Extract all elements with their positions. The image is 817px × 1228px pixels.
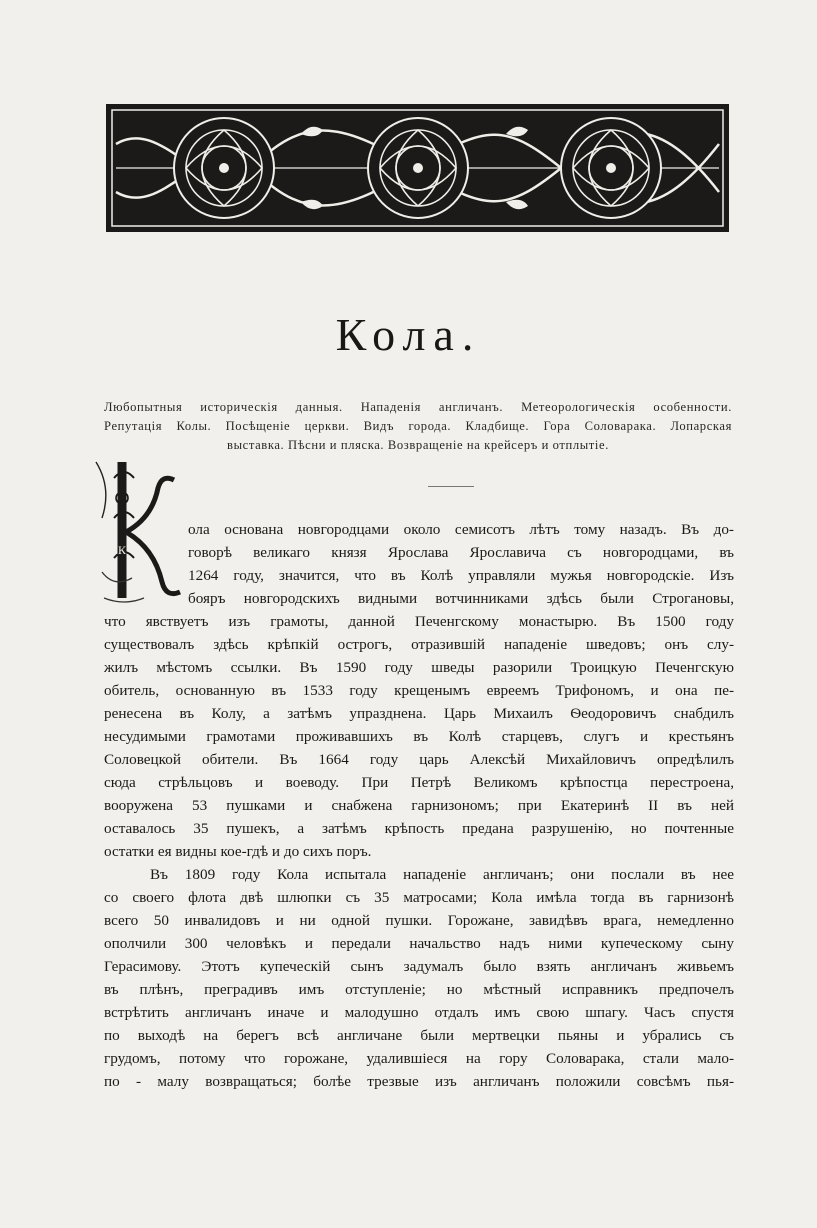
text-line: что явствуетъ изъ грамоты, данной Печенгскому монастырю. Въ 1500 году <box>104 613 734 630</box>
text-line: встрѣтить англичанъ иначе и малодушно отдалъ имъ свою шпагу. Часъ спустя <box>104 1004 734 1021</box>
dropcap-letter: К <box>118 543 127 557</box>
text-line: говорѣ великаго князя Ярослава Ярославича съ новгородцами, въ <box>188 544 734 561</box>
text-line: оставалось 35 пушекъ, а затѣмъ крѣпость предана разрушенію, но почтенные <box>104 820 734 837</box>
text-line: вооружена 53 пушками и снабжена гарнизономъ; при Екатеринѣ II въ ней <box>104 797 734 814</box>
chapter-summary <box>104 398 732 455</box>
text-line: 1264 году, значится, что въ Колѣ управляли мужья новгородскіе. Изъ <box>188 567 734 584</box>
text-line: по выходѣ на берегъ всѣ англичане были мертвецки пьяны и убрались съ <box>104 1027 734 1044</box>
paragraph-1 <box>104 518 734 863</box>
text-line: въ плѣнъ, преградивъ имъ отступленіе; но мѣстный исправникъ предпочелъ <box>104 981 734 998</box>
text-line: Соловецкой обители. Въ 1664 году царь Алексѣй Михайловичъ опредѣлилъ <box>104 751 734 768</box>
text-line: ополчили 300 человѣкъ и передали начальство надъ ними купеческому сыну <box>104 935 734 952</box>
paragraph-2 <box>104 863 734 1093</box>
text-line: бояръ новгородскихъ видными вотчинниками здѣсь были Строгановы, <box>188 590 734 607</box>
text-line: несудимыми грамотами проживавшихъ въ Колѣ старцевъ, слугъ и крестьянъ <box>104 728 734 745</box>
text-line: всего 50 инвалидовъ и ни одной пушки. Горожане, завидѣвъ врага, немедленно <box>104 912 734 929</box>
summary-line: Репутація Колы. Посѣщеніе церкви. Видъ города. Кладбище. Гора Соловарака. Лопарская <box>104 419 732 433</box>
text-line: остатки ея видны кое-гдѣ и до сихъ поръ. <box>104 843 372 860</box>
text-line: Въ 1809 году Кола испытала нападеніе англичанъ; они послали въ нее <box>150 866 734 883</box>
chapter-title: Кола. <box>335 309 482 360</box>
text-line: Герасимову. Этотъ купеческій сынъ задумалъ было взять англичанъ живьемъ <box>104 958 734 975</box>
text-line: грудомъ, потому что горожане, удалившіеся на гору Соловарака, стали мало- <box>104 1050 734 1067</box>
summary-line: Любопытныя историческія данныя. Нападенія англичанъ. Метеорологическія особенности. <box>104 400 732 414</box>
text-line: жилъ мѣстомъ ссылки. Въ 1590 году шведы разорили Троицкую Печенгскую <box>104 659 734 676</box>
text-line: ола основана новгородцами около семисотъ лѣтъ тому назадъ. Въ до- <box>188 521 734 538</box>
text-line: обитель, основанную въ 1533 году крещенымъ евреемъ Трифономъ, и она пе- <box>104 682 734 699</box>
ornamental-header-band <box>106 104 729 232</box>
text-line: существовалъ здѣсь крѣпкій острогъ, отразившій нападеніе шведовъ; онъ слу- <box>104 636 734 653</box>
text-line: сюда стрѣльцовъ и воеводу. При Петрѣ Великомъ крѣпостца перестроена, <box>104 774 734 791</box>
section-divider <box>428 486 474 487</box>
text-line: со своего флота двѣ шлюпки съ 35 матросами; Кола имѣла тогда въ гарнизонѣ <box>104 889 734 906</box>
text-line: по - малу возвращаться; болѣе трезвые изъ англичанъ положили совсѣмъ пья- <box>104 1073 734 1090</box>
summary-line: выставка. Пѣсни и пляска. Возвращеніе на крейсеръ и отплытіе. <box>227 438 609 452</box>
text-line: ренесена въ Колу, а затѣмъ упразднена. Царь Михаилъ Ѳеодоровичъ снабдилъ <box>104 705 734 722</box>
